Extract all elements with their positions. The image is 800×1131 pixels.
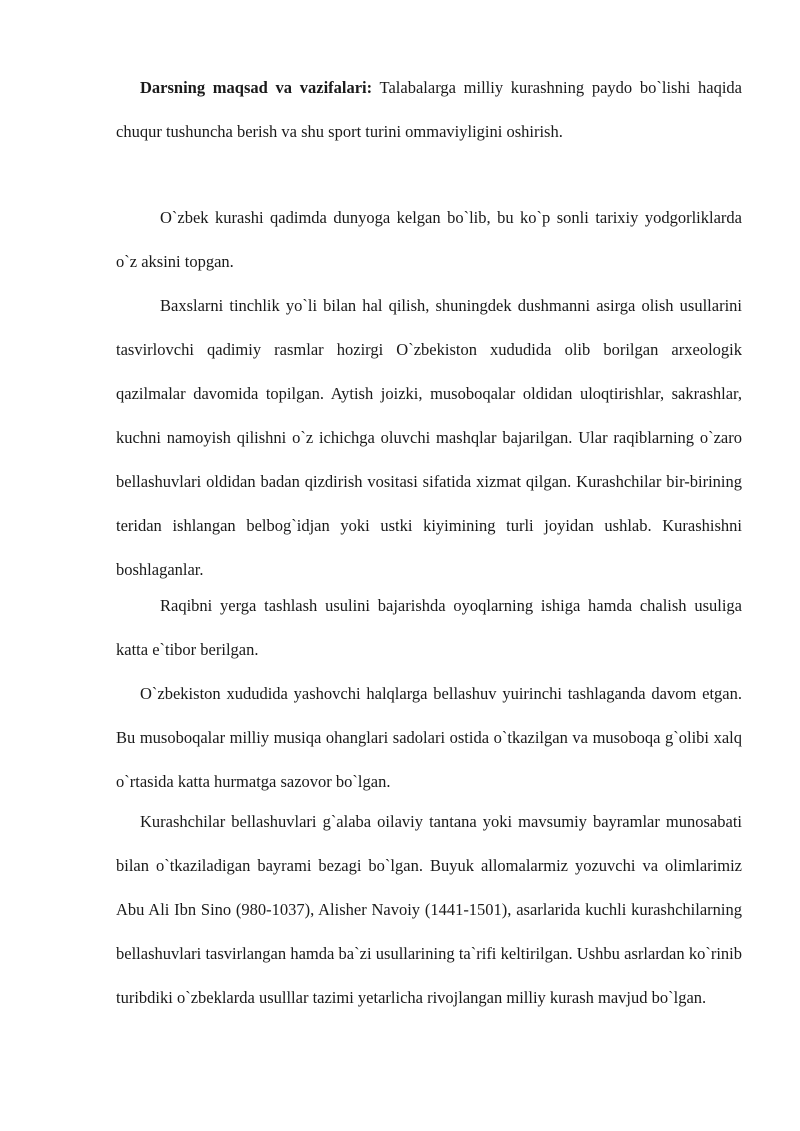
paragraph-1: O`zbek kurashi qadimda dunyoga kelgan bo`lib, bu ko`p sonli tarixiy yodgorliklarda o`z aksini topgan.	[116, 208, 742, 271]
paragraph-2: Baxslarni tinchlik yo`li bilan hal qilish, shuningdek dushmanni asirga olish usullarini tasvirlovchi qadimiy rasmlar hozirgi O`zbekiston xududida olib borilgan arxeologik qazilmalar davomida topilgan. Aytish joizki, musoboqalar oldidan uloqtirishlar, sakrashlar, kuchni namoyish qilishni o`z ichichga oluvchi mashqlar bajarilgan. Ular raqiblarning o`zaro bellashuvlari oldidan badan qizdirish vositasi sifatida xizmat qilgan. Kurashchilar bir-birining teridan ishlangan belbog`idjan yoki ustki kiyimining turli joyidan ushlab. Kurashishni boshlaganlar.	[116, 296, 742, 579]
lesson-goal-label: Darsning maqsad va vazifalari:	[140, 78, 373, 97]
lesson-goal-paragraph	[116, 66, 742, 154]
paragraph-5: Kurashchilar bellashuvlari g`alaba oilaviy tantana yoki mavsumiy bayramlar munosabati bilan o`tkaziladigan bayrami bezagi bo`lgan. Buyuk allomalarmiz yozuvchi va olimlarimiz Abu Ali Ibn Sino (980-1037), Alisher Navoiy (1441-1501), asarlarida kuchli kurashchilarning bellashuvlari tasvirlangan hamda ba`zi usullarining ta`rifi keltirilgan. Ushbu asrlardan ko`rinib turibdiki o`zbeklarda usulllar tazimi yetarlicha rivojlangan milliy kurash mavjud bo`lgan.	[116, 812, 742, 1007]
paragraph-4: O`zbekiston xududida yashovchi halqlarga bellashuv yuirinchi tashlaganda davom etgan. Bu musoboqalar milliy musiqa ohanglari sadolari ostida o`tkazilgan va musoboqa g`olibi xalq o`rtasida katta hurmatga sazovor bo`lgan.	[116, 684, 742, 791]
lesson-goal-text: Talabalarga milliy kurashning paydo bo`lishi haqida chuqur tushuncha berish va shu sport turini ommaviyligini oshirish.	[116, 78, 742, 141]
paragraph-3: Raqibni yerga tashlash usulini bajarishda oyoqlarning ishiga hamda chalish usuliga katta e`tibor berilgan.	[116, 596, 742, 659]
